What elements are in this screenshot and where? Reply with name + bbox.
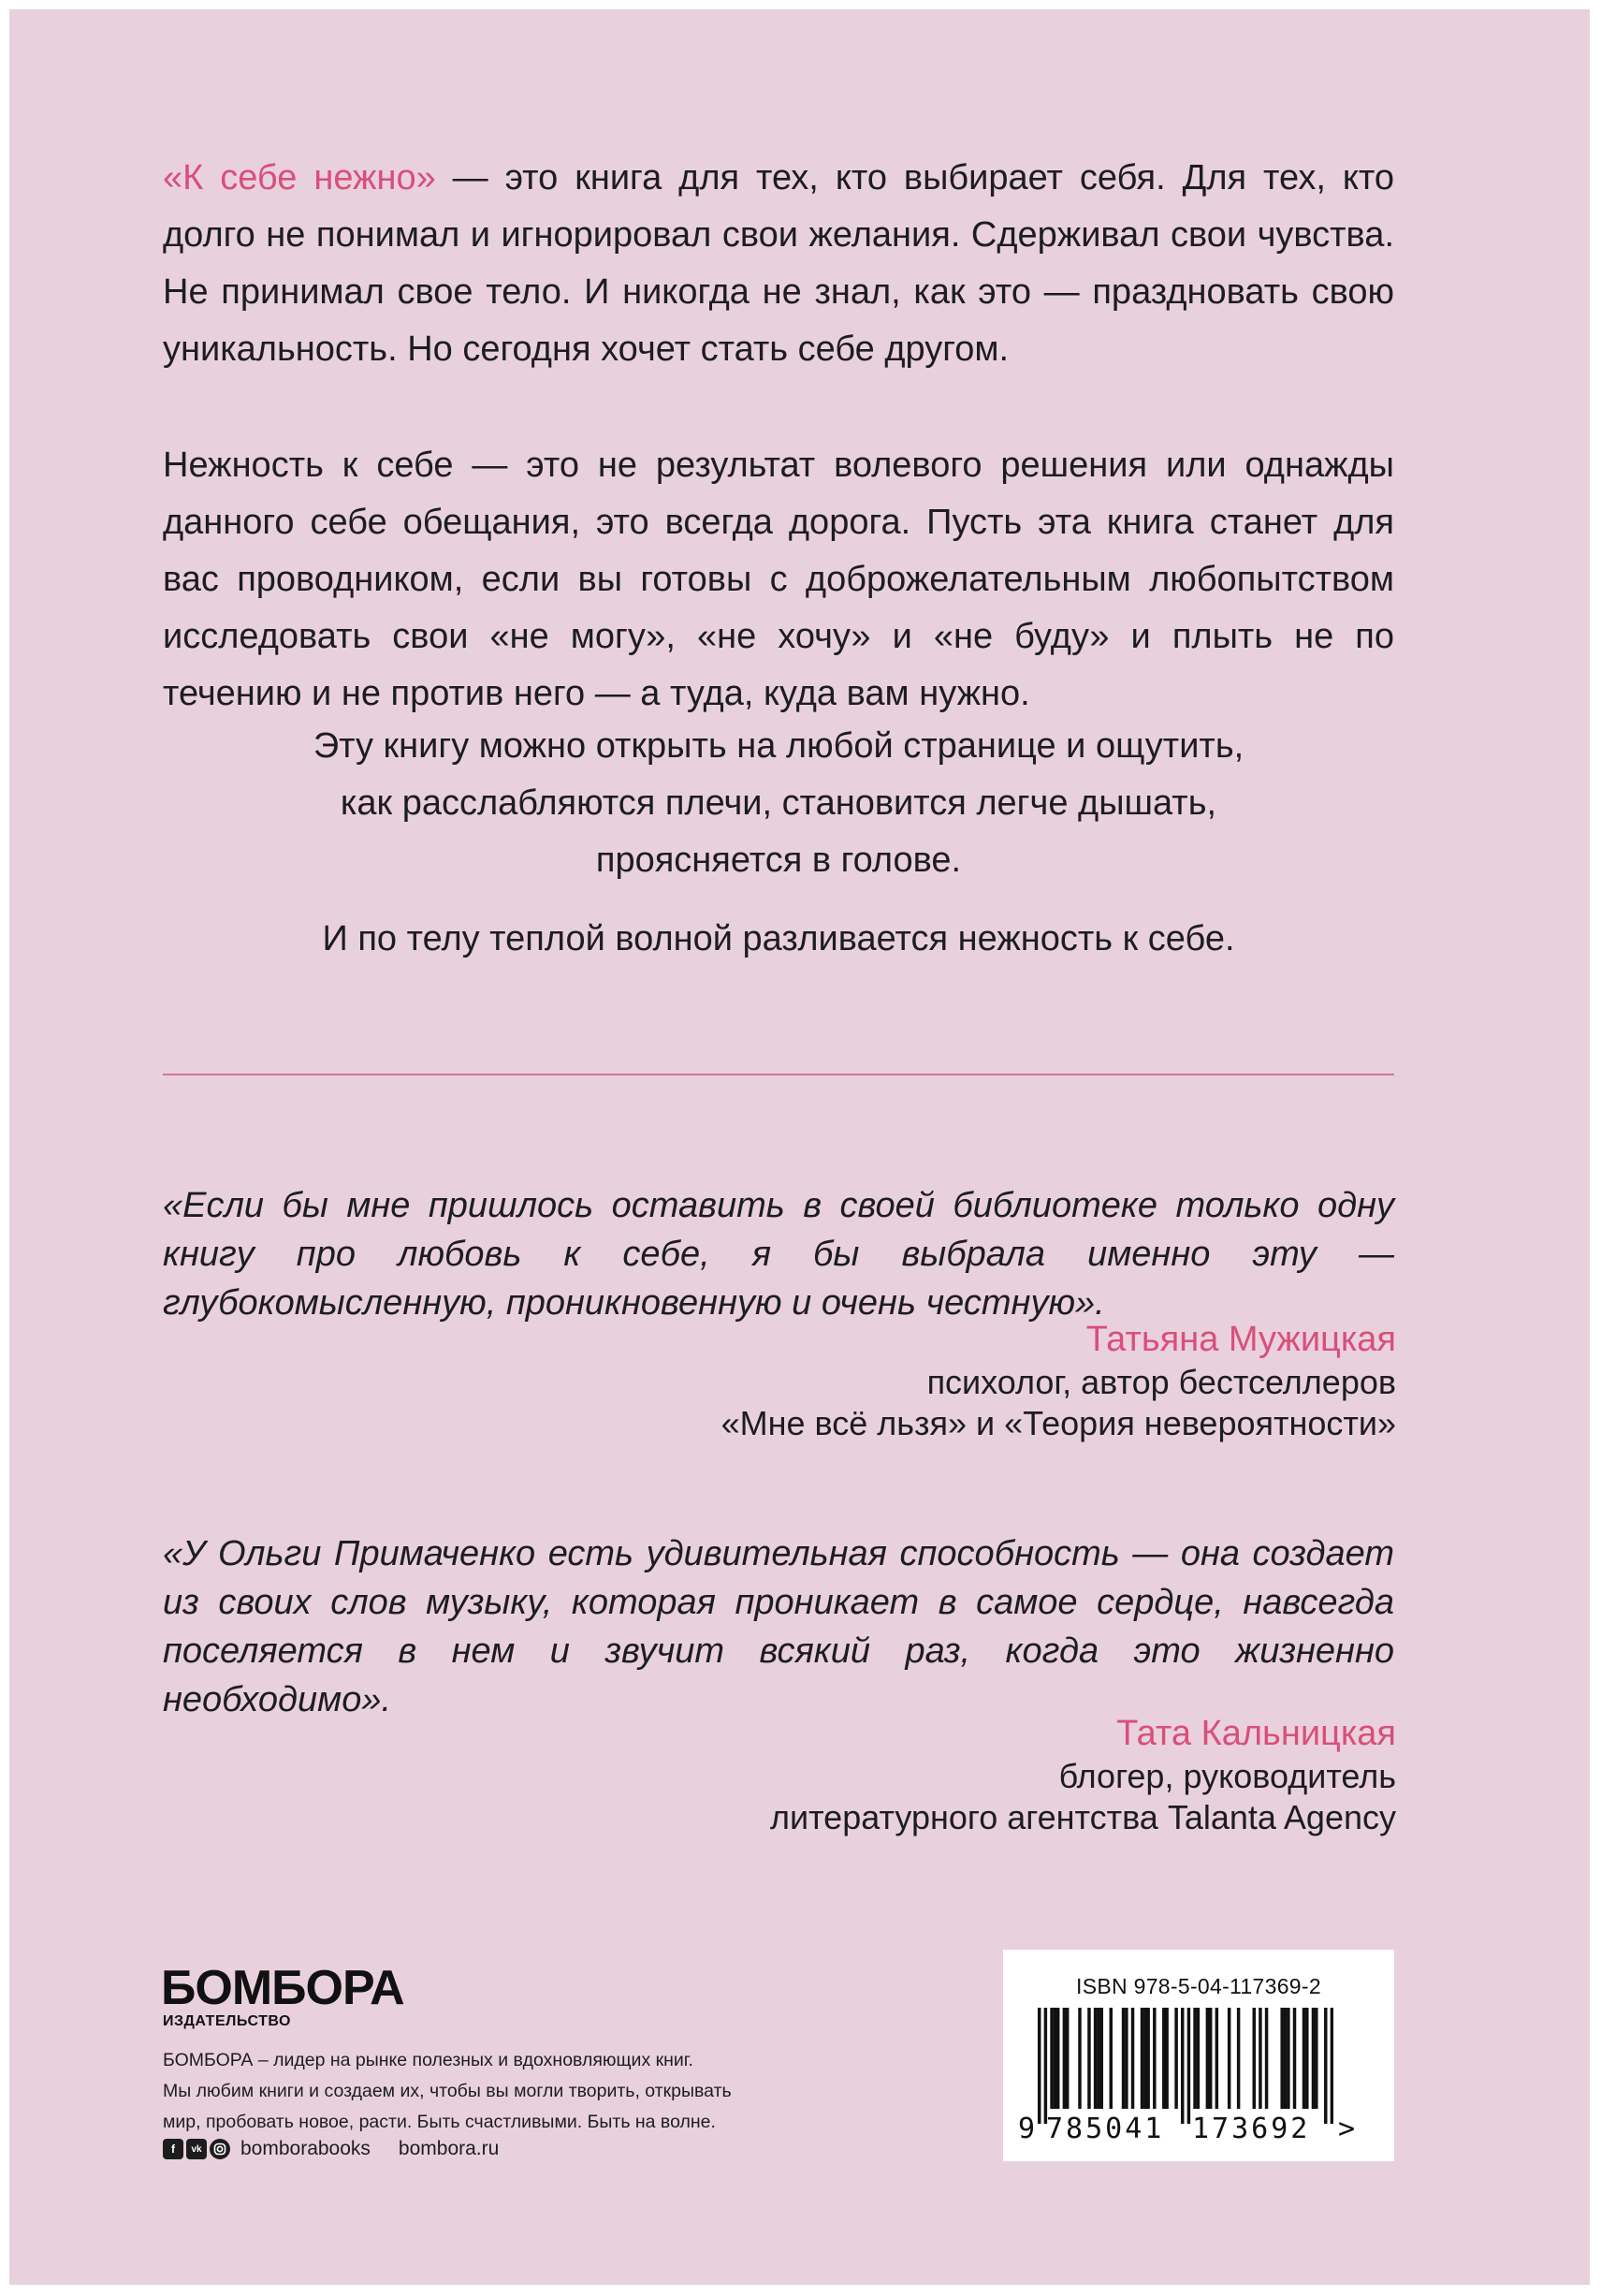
barcode-bar <box>1280 2008 1283 2109</box>
publisher-logo-subtitle: ИЗДАТЕЛЬСТВО <box>163 2013 291 2029</box>
barcode-bar <box>1284 2008 1287 2109</box>
review-role-line: «Мне всё льзя» и «Теория невероятности» <box>720 1404 1396 1442</box>
barcode-bar <box>1122 2008 1125 2109</box>
blurb-paragraph-1-text: — это книга для тех, кто выбирает себя. Для тех, кто долго не понимал и игнорировал свои желания. Сдерживал свои чувства. Не принимал свое тело. И никогда не знал, как это — праздновать свою уникальность. Но сегодня хочет стать себе другом. <box>163 158 1394 369</box>
review-author-1: Татьяна Мужицкая <box>1085 1320 1396 1359</box>
barcode-right-group: 173692 <box>1192 2113 1311 2145</box>
barcode-bars <box>1038 2008 1333 2124</box>
barcode-bar <box>1146 2008 1149 2109</box>
barcode-bar <box>1044 2008 1047 2124</box>
instagram-icon <box>210 2139 230 2159</box>
barcode-bar <box>1259 2008 1261 2109</box>
blurb-paragraph-4: И по телу теплой волной разливается нежность к себе. <box>322 919 1235 958</box>
barcode-bar <box>1131 2008 1134 2109</box>
section-divider <box>163 1074 1394 1075</box>
barcode-bar <box>1094 2008 1097 2109</box>
isbn-label: ISBN 978-5-04-117369-2 <box>1076 1974 1321 1998</box>
barcode-bar <box>1110 2008 1113 2109</box>
blurb-paragraph-3-line: проясняется в голове. <box>595 841 962 880</box>
barcode-marker: > <box>1338 2113 1356 2145</box>
review-role-line: психолог, автор бестселлеров <box>926 1363 1396 1401</box>
barcode-bar <box>1305 2008 1308 2109</box>
publisher-description-line: мир, пробовать новое, расти. Быть счастливыми. Быть на волне. <box>163 2112 716 2132</box>
barcode-bar <box>1038 2008 1041 2124</box>
barcode-bar <box>1050 2008 1053 2109</box>
barcode-bar <box>1056 2008 1059 2109</box>
barcode-first-digit: 9 <box>1018 2113 1036 2145</box>
barcode-bar <box>1237 2008 1240 2109</box>
publisher-social <box>163 2136 499 2162</box>
vk-icon: vk <box>186 2139 207 2159</box>
barcode-bar <box>1206 2008 1209 2109</box>
review-attribution-1 <box>721 1317 1396 1444</box>
barcode-bar <box>1063 2008 1066 2109</box>
barcode-bar <box>1193 2008 1196 2109</box>
barcode-bar <box>1054 2008 1056 2109</box>
review-author-2: Тата Кальницкая <box>1116 1714 1396 1753</box>
barcode-bar <box>1197 2008 1200 2109</box>
barcode-bar <box>1324 2008 1327 2124</box>
barcode-bar <box>1097 2008 1099 2109</box>
book-title-inline: «К себе нежно» <box>163 158 436 197</box>
review-role-line: литературного агентства Talanta Agency <box>769 1798 1396 1836</box>
review-quote-2: «У Ольги Примаченко есть удивительная способность — она создает из своих слов музыку, которая проникает в самое сердце, навсегда поселяется в нем и звучит всякий раз, когда это жизненно необходимо». <box>163 1534 1394 1719</box>
review-quote-1: «Если бы мне пришлось оставить в своей библиотеке только одну книгу про любовь к себе, я бы выбрала именно эту — глубокомысленную, проникновенную и очень честную». <box>163 1186 1394 1323</box>
barcode-bar <box>1181 2008 1184 2124</box>
barcode-left-group: 785041 <box>1046 2113 1165 2145</box>
barcode-bar <box>1293 2008 1296 2109</box>
isbn-barcode <box>1003 1950 1394 2161</box>
barcode-bar <box>1215 2008 1218 2109</box>
barcode-bar <box>1066 2008 1069 2109</box>
publisher-logo: БОМБОРА <box>161 1961 404 2015</box>
barcode-bar <box>1303 2008 1305 2109</box>
blurb-paragraph-2: Нежность к себе — это не результат волевого решения или однажды данного себе обещания, это всегда дорога. Пусть эта книга станет для вас проводником, если вы готовы с доброжелательным любопытством исследовать свои «не могу», «не хочу» и «не буду» и плыть не по течению и не против него — а туда, куда вам нужно. <box>163 446 1394 713</box>
barcode-bar <box>1078 2008 1081 2109</box>
blurb-paragraph-3-line: Эту книгу можно открыть на любой странице и ощутить, <box>313 726 1244 766</box>
barcode-bar <box>1165 2008 1168 2109</box>
publisher-description-line: БОМБОРА – лидер на рынке полезных и вдохновляющих книг. <box>163 2050 693 2070</box>
barcode-bar <box>1228 2008 1230 2109</box>
barcode-bar <box>1153 2008 1156 2109</box>
barcode-bar <box>1087 2008 1090 2109</box>
publisher-description-line: Мы любим книги и создаем их, чтобы вы могли творить, открывать <box>163 2081 732 2101</box>
barcode-bar <box>1174 2008 1177 2109</box>
barcode-bar <box>1143 2008 1146 2109</box>
barcode-bar <box>1253 2008 1256 2109</box>
barcode-bar <box>1100 2008 1103 2109</box>
barcode-bar <box>1141 2008 1143 2109</box>
facebook-icon: f <box>163 2139 183 2159</box>
review-attribution-2 <box>770 1711 1396 1838</box>
barcode-bar <box>1315 2008 1317 2109</box>
blurb-paragraph-1 <box>163 150 1394 378</box>
barcode-bar <box>1125 2008 1128 2109</box>
blurb-paragraph-3-line: как расслабляются плечи, становится легче дышать, <box>340 783 1217 823</box>
barcode-bar <box>1312 2008 1315 2109</box>
blurb-paragraph-3 <box>163 718 1394 889</box>
barcode-bar <box>1209 2008 1212 2109</box>
barcode-bar <box>1331 2008 1333 2124</box>
barcode-bar <box>1162 2008 1165 2109</box>
review-role-line: блогер, руководитель <box>1058 1757 1396 1795</box>
website-link[interactable]: bombora.ru <box>398 2138 500 2159</box>
barcode-bar <box>1187 2008 1190 2124</box>
barcode-bar <box>1265 2008 1268 2109</box>
social-handle[interactable]: bomborabooks <box>240 2138 371 2159</box>
publisher-description <box>163 2045 874 2138</box>
barcode-bar <box>1287 2008 1289 2109</box>
